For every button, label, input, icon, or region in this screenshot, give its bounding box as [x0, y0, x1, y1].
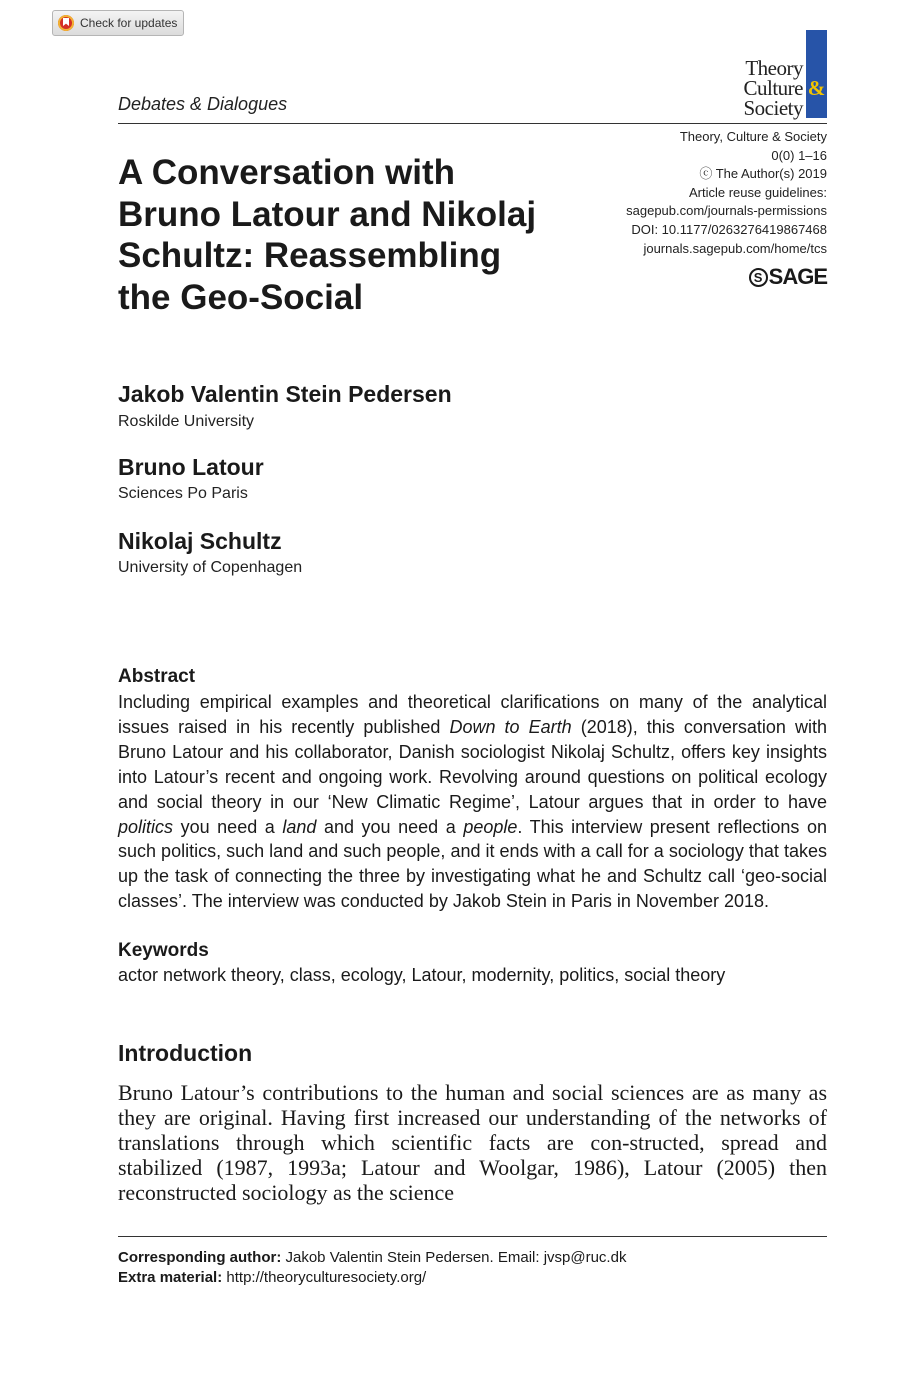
check-for-updates-button[interactable] — [52, 10, 184, 36]
keywords-list: actor network theory, class, ecology, Latour, modernity, politics, social theory — [118, 965, 726, 985]
corresponding-author-note — [118, 1249, 626, 1266]
corresponding-author-label: Corresponding author: — [118, 1249, 282, 1266]
meta-doi[interactable]: DOI: 10.1177/0263276419867468 — [631, 221, 827, 237]
sage-logo-text: SAGE — [768, 264, 827, 289]
abstract-text-4: and you need a — [316, 816, 464, 837]
article-title: A Conversation with Bruno Latour and Nikolaj Schultz: Reassembling the Geo-Social — [118, 153, 537, 317]
abstract-text-5: . This interview present reflections on such politics, such land and such people, and it ends with a call for a sociology that takes up the task of connecting the three by investigating what he and Schultz call ‘geo-social classes’. The interview was conducted by Jakob Stein in Paris in November 2018. — [118, 816, 827, 912]
introduction-body: Bruno Latour’s contributions to the human and social sciences are as many as they are original. Having first increased our understanding of the networks of translations through which scientific facts are con-structed, spread and stabilized (1987, 1993a; Latour and Woolgar, 1986), Latour (2005) then reconstructed sociology as the science — [118, 1080, 827, 1205]
author-name-3: Nikolaj Schultz — [118, 528, 282, 554]
journal-logo — [700, 30, 827, 118]
journal-logo-bar — [806, 30, 827, 118]
author-name-2: Bruno Latour — [118, 454, 264, 480]
sage-s-icon: S — [749, 268, 768, 287]
abstract-text-3: you need a — [173, 816, 283, 837]
journal-logo-society: Society — [743, 96, 803, 120]
footer-divider — [118, 1236, 827, 1237]
extra-material-note — [118, 1269, 426, 1286]
article-meta — [626, 128, 827, 258]
journal-logo-culture: Culture — [743, 76, 803, 100]
introduction-heading: Introduction — [118, 1040, 253, 1066]
abstract-body — [118, 690, 827, 914]
abstract-emphasis-land: land — [282, 816, 317, 837]
header-divider — [118, 123, 827, 124]
extra-material-link[interactable]: http://theoryculturesociety.org/ — [222, 1269, 427, 1286]
author-affiliation-2: Sciences Po Paris — [118, 485, 248, 502]
author-affiliation-3: University of Copenhagen — [118, 559, 303, 576]
abstract-text-1: Including empirical examples and theoretical clarifications on many of the analytical issues raised in his recently published — [118, 692, 827, 737]
author-name-1: Jakob Valentin Stein Pedersen — [118, 381, 452, 407]
abstract-book-title: Down to Earth — [449, 716, 572, 737]
journal-logo-theory: Theory — [745, 56, 803, 80]
journal-logo-ampersand: & — [807, 76, 826, 100]
corresponding-author-text[interactable]: Jakob Valentin Stein Pedersen. Email: jvsp@ruc.dk — [281, 1249, 627, 1266]
abstract-emphasis-people: people — [463, 816, 518, 837]
meta-journal: Theory, Culture & Society — [679, 129, 827, 144]
abstract-heading: Abstract — [118, 666, 196, 687]
meta-reuse-label: Article reuse guidelines: — [688, 184, 827, 200]
meta-permissions-link[interactable]: sagepub.com/journals-permissions — [626, 203, 827, 219]
abstract-text-2: (2018), this conversation with Bruno Latour and his collaborator, Danish sociologist Nikolaj Schultz, offers key insights into Latour’s recent and ongoing work. Revolving around questions on political ecology and social theory in our ‘New Climatic Regime’, Latour argues that in order to have — [118, 716, 827, 812]
bookmark-icon — [58, 15, 74, 31]
extra-material-label: Extra material: — [118, 1269, 223, 1286]
section-label: Debates & Dialogues — [118, 94, 288, 114]
meta-journal-link[interactable]: journals.sagepub.com/home/tcs — [643, 240, 827, 256]
check-for-updates-label: Check for updates — [80, 16, 178, 30]
sage-logo — [749, 264, 827, 290]
keywords-heading: Keywords — [118, 940, 209, 961]
meta-copyright: ⓒ The Author(s) 2019 — [699, 166, 827, 182]
author-affiliation-1: Roskilde University — [118, 413, 255, 430]
abstract-emphasis-politics: politics — [118, 816, 174, 837]
meta-volume: 0(0) 1–16 — [771, 147, 827, 163]
